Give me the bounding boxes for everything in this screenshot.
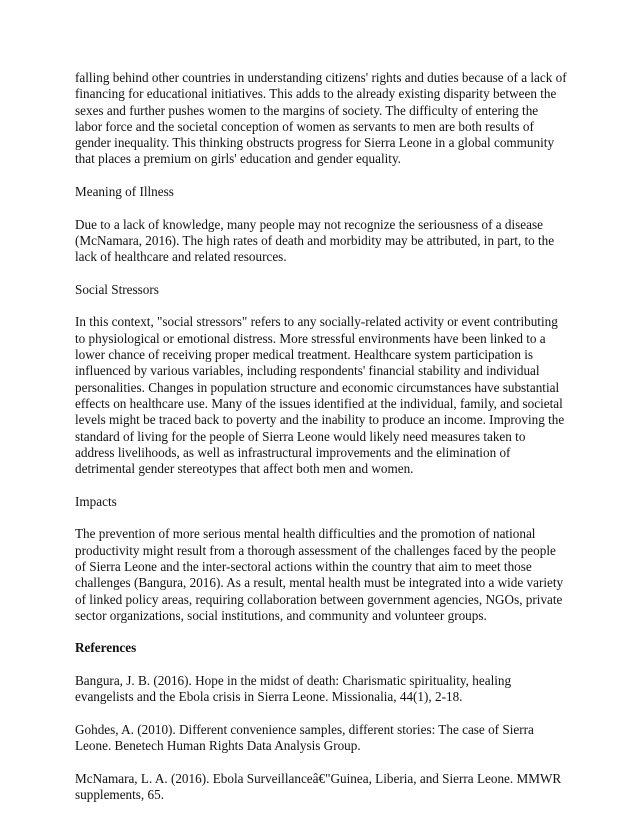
document-page: [75, 70, 567, 820]
reference-item: Gohdes, A. (2010). Different convenience samples, different stories: The case of Sierra Leone. Benetech Human Rights Data Analysis Group.: [75, 721, 534, 754]
heading-references: References: [75, 640, 137, 656]
heading-social-stressors: Social Stressors: [75, 281, 159, 297]
stressors-paragraph: In this context, "social stressors" refers to any socially-related activity or event contributing to physiological or emotional distress. More stressful environments have been linked to a lower chance of receiving proper medical treatment. Healthcare system participation is influenced by various variables, including respondents' financial stability and individual personalities. Changes in population structure and economic circumstances have substantial effects on healthcare use. Many of the issues identified at the individual, family, and societal levels might be traced back to poverty and the inability to produce an income. Improving the standard of living for the people of Sierra Leone would likely need measures taken to address livelihoods, as well as infrastructural improvements and the elimination of detrimental gender stereotypes that affect both men and women.: [75, 314, 565, 477]
heading-impacts: Impacts: [75, 493, 117, 509]
reference-item: Bangura, J. B. (2016). Hope in the midst of death: Charismatic spirituality, healing evangelists and the Ebola crisis in Sierra Leone. Missionalia, 44(1), 2-18.: [75, 672, 512, 705]
intro-paragraph: falling behind other countries in understanding citizens' rights and duties because of a lack of financing for educational initiatives. This adds to the already existing disparity between the sexes and further pushes women to the margins of society. The difficulty of entering the labor force and the societal conception of women as servants to men are both results of gender inequality. This thinking obstructs progress for Sierra Leone in a global community that places a premium on girls' education and gender equality.: [75, 70, 567, 167]
illness-paragraph: Due to a lack of knowledge, many people may not recognize the seriousness of a disease (McNamara, 2016). The high rates of death and morbidity may be attributed, in part, to the lack of healthcare and related resources.: [75, 216, 555, 265]
heading-meaning-of-illness: Meaning of Illness: [75, 184, 174, 200]
reference-item: McNamara, L. A. (2016). Ebola Surveillanceâ€"Guinea, Liberia, and Sierra Leone. MMWR supplements, 65.: [75, 770, 562, 803]
impacts-paragraph: The prevention of more serious mental health difficulties and the promotion of national productivity might result from a thorough assessment of the challenges faced by the people of Sierra Leone and the inter-sectoral actions within the country that aim to meet those challenges (Bangura, 2016). As a result, mental health must be integrated into a wide variety of linked policy areas, requiring collaboration between government agencies, NGOs, private sector organizations, social institutions, and community and volunteer groups.: [75, 526, 564, 623]
